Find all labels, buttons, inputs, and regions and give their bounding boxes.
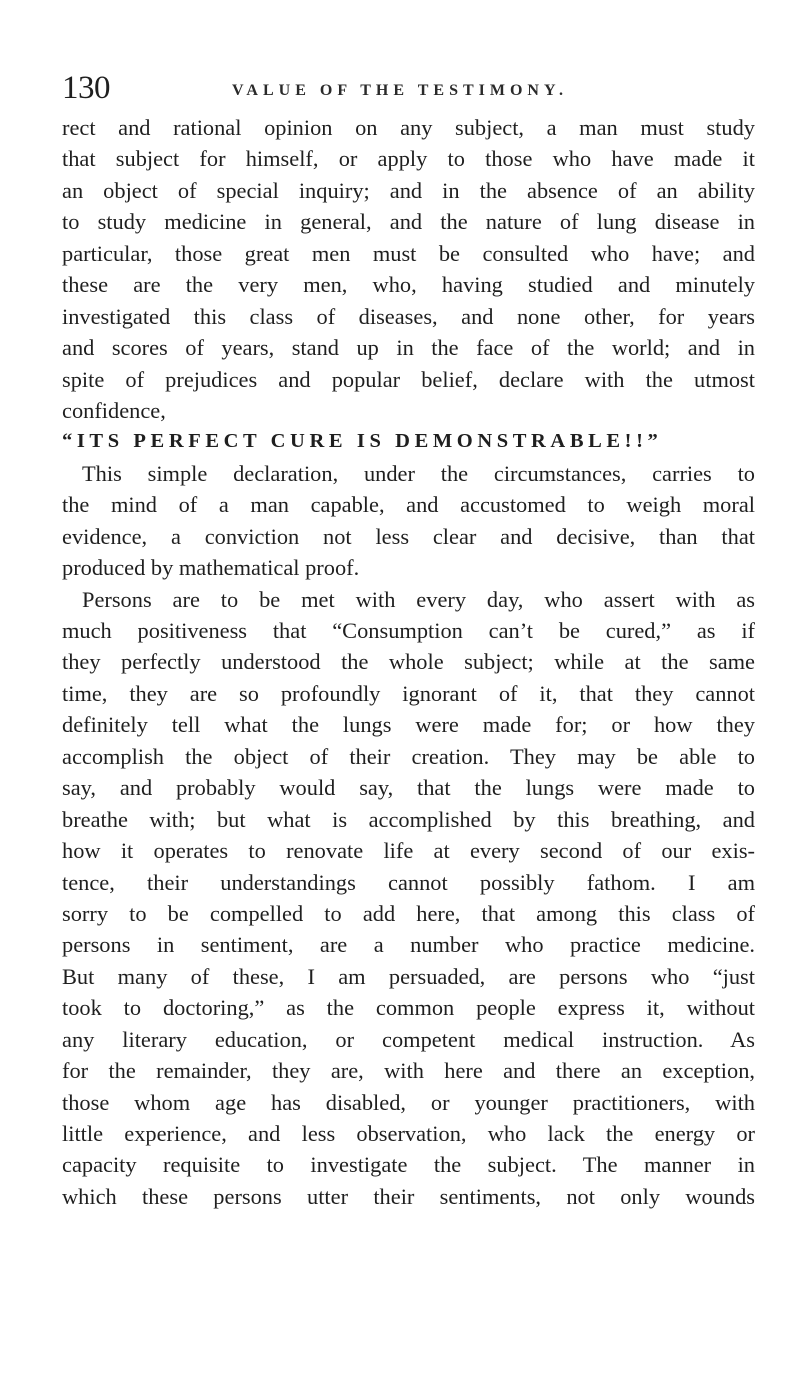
text-line: how it operates to renovate life at every second of our exis-: [62, 838, 755, 864]
emphasized-quote: “ITS PERFECT CURE IS DEMONSTRABLE!!”: [62, 430, 663, 453]
text-line: Persons are to be met with every day, who assert with as: [82, 586, 755, 612]
text-line: for the remainder, they are, with here and there an exception,: [62, 1058, 755, 1084]
text-line: spite of prejudices and popular belief, declare with the utmost: [62, 366, 755, 392]
text-line: tence, their understandings cannot possibly fathom. I am: [62, 869, 755, 895]
text-line: much positiveness that “Consumption can’t be cured,” as if: [62, 618, 755, 643]
running-head: VALUE OF THE TESTIMONY.: [231, 82, 569, 99]
body-text: [62, 112, 755, 1212]
text-line: But many of these, I am persuaded, are persons who “just: [62, 963, 755, 989]
page-number: 130: [62, 70, 110, 106]
text-line: say, and probably would say, that the lungs were made to: [62, 775, 755, 801]
text-line: to study medicine in general, and the nature of lung disease in: [62, 209, 755, 235]
text-line: investigated this class of diseases, and none other, for years: [62, 303, 755, 329]
text-line: little experience, and less observation, who lack the energy or: [62, 1121, 755, 1146]
text-line: This simple declaration, under the circumstances, carries to: [82, 460, 755, 486]
text-line: persons in sentiment, are a number who practice medicine.: [62, 932, 755, 958]
text-line: particular, those great men must be consulted who have; and: [62, 240, 755, 266]
text-line: these are the very men, who, having studied and minutely: [62, 272, 755, 298]
text-line: accomplish the object of their creation. They may be able to: [62, 743, 755, 769]
text-line: definitely tell what the lungs were made for; or how they: [62, 712, 755, 738]
text-line: sorry to be compelled to add here, that among this class of: [62, 900, 755, 926]
text-line: they perfectly understood the whole subject; while at the same: [62, 649, 755, 675]
text-line: time, they are so profoundly ignorant of it, that they cannot: [62, 680, 755, 706]
text-line: any literary education, or competent medical instruction. As: [62, 1026, 755, 1052]
text-line: produced by mathematical proof.: [62, 555, 360, 581]
text-line: confidence,: [62, 397, 166, 423]
text-line: evidence, a conviction not less clear and decisive, than that: [62, 523, 755, 549]
text-line: that subject for himself, or apply to those who have made it: [62, 146, 755, 172]
text-line: breathe with; but what is accomplished by this breathing, and: [62, 806, 755, 832]
text-line: which these persons utter their sentiments, not only wounds: [62, 1183, 755, 1209]
text-line: an object of special inquiry; and in the absence of an ability: [62, 177, 755, 203]
text-line: those whom age has disabled, or younger practitioners, with: [62, 1089, 755, 1115]
text-line: the mind of a man capable, and accustomed to weigh moral: [62, 492, 755, 518]
text-line: took to doctoring,” as the common people express it, without: [62, 995, 755, 1021]
text-line: and scores of years, stand up in the face of the world; and in: [62, 335, 755, 361]
text-line: rect and rational opinion on any subject, a man must study: [62, 115, 755, 140]
text-line: capacity requisite to investigate the subject. The manner in: [62, 1152, 755, 1178]
